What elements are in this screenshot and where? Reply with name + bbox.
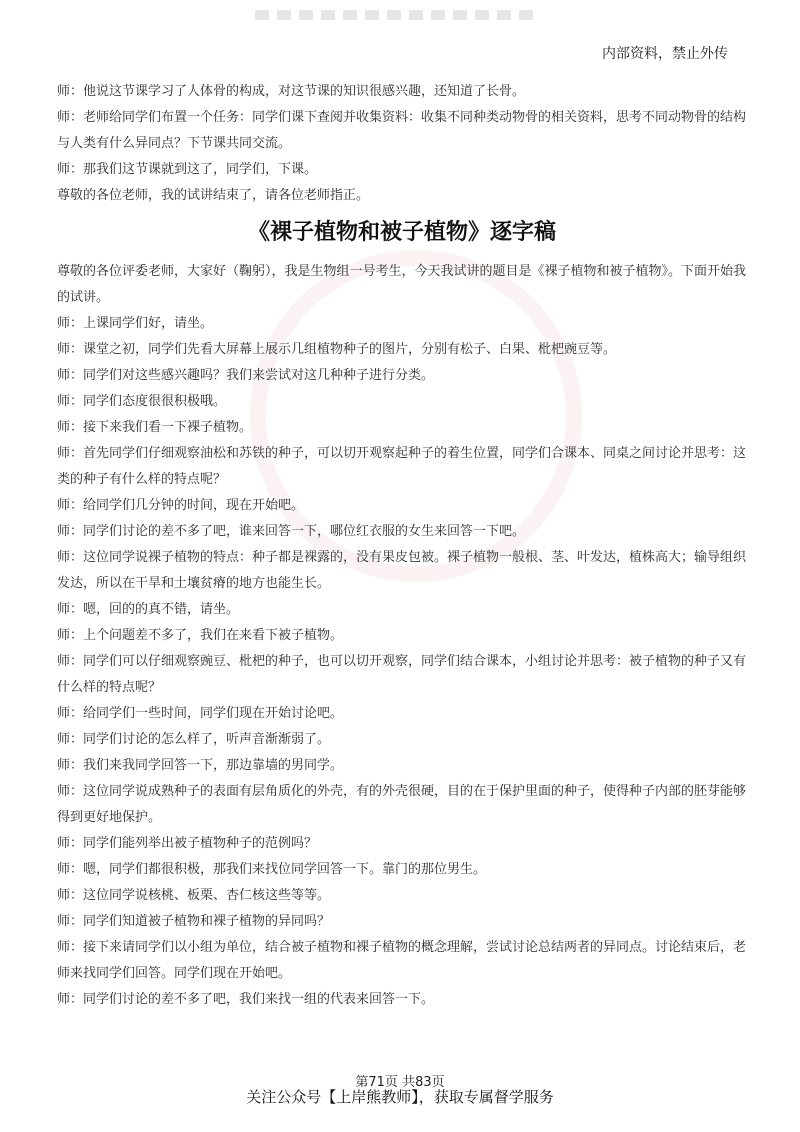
paragraph: 师：我们来我同学回答一下，那边靠墙的男同学。 xyxy=(57,758,344,773)
paragraph: 师：这位同学说成熟种子的表面有层角质化的外壳，有的外壳很硬，目的在于保护里面的种子，使得种子内部的胚芽能够得到更好地保护。 xyxy=(57,784,747,825)
paragraph: 师：同学们讨论的差不多了吧，谁来回答一下，哪位红衣服的女生来回答一下吧。 xyxy=(57,524,526,539)
paragraph: 师：接下来我们看一下裸子植物。 xyxy=(57,420,253,435)
document-body xyxy=(57,79,747,1013)
paragraph: 师：那我们这节课就到这了，同学们，下课。 xyxy=(57,162,318,177)
paragraph: 师：同学们对这些感兴趣吗？我们来尝试对这几种种子进行分类。 xyxy=(57,368,435,383)
paragraph: 尊敬的各位老师，我的试讲结束了，请各位老师指正。 xyxy=(57,188,370,203)
paragraph: 师：同学们知道被子植物和裸子植物的异同吗？ xyxy=(57,914,331,929)
document-title: 《裸子植物和被子植物》逐字稿 xyxy=(247,220,556,245)
paragraph: 师：同学们可以仔细观察豌豆、枇杷的种子，也可以切开观察，同学们结合课本，小组讨论并思考：被子植物的种子又有什么样的特点呢？ xyxy=(57,654,747,695)
paragraph: 尊敬的各位评委老师，大家好（鞠躬），我是生物组一号考生，今天我试讲的题目是《裸子植物和被子植物》。下面开始我的试讲。 xyxy=(57,264,747,305)
paragraph: 师：嗯，同学们都很积极，那我们来找位同学回答一下。靠门的那位男生。 xyxy=(57,862,487,877)
paragraph: 师：老师给同学们布置一个任务：同学们课下查阅并收集资料：收集不同种类动物骨的相关资料，思考不同动物骨的结构与人类有什么异同点？下节课共同交流。 xyxy=(57,110,747,151)
paragraph: 师：首先同学们仔细观察油松和苏铁的种子，可以切开观察起种子的着生位置，同学们合课本、同桌之间讨论并思考：这类的种子有什么样的特点呢？ xyxy=(57,446,747,487)
paragraph: 师：课堂之初，同学们先看大屏幕上展示几组植物种子的图片，分别有松子、白果、枇杷豌豆等。 xyxy=(57,342,617,357)
paragraph: 师：他说这节课学习了人体骨的构成，对这节课的知识很感兴趣，还知道了长骨。 xyxy=(57,84,526,99)
page-number: 第71页 共83页 xyxy=(355,1075,445,1090)
paragraph: 师：上个问题差不多了，我们在来看下被子植物。 xyxy=(57,628,344,643)
promo-footer: 关注公众号【上岸熊教师】，获取专属督学服务 xyxy=(246,1088,554,1106)
paragraph: 师：同学们讨论的差不多了吧，我们来找一组的代表来回答一下。 xyxy=(57,992,435,1007)
faded-header-mark xyxy=(255,10,535,20)
confidential-note: 内部资料，禁止外传 xyxy=(602,46,728,62)
paragraph: 师：上课同学们好，请坐。 xyxy=(57,316,214,331)
paragraph: 师：给同学们一些时间，同学们现在开始讨论吧。 xyxy=(57,706,344,721)
paragraph: 师：给同学们几分钟的时间，现在开始吧。 xyxy=(57,498,305,513)
paragraph: 师：同学们能列举出被子植物种子的范例吗？ xyxy=(57,836,318,851)
paragraph: 师：同学们态度很很积极哦。 xyxy=(57,394,227,409)
paragraph: 师：嗯，回的的真不错，请坐。 xyxy=(57,602,240,617)
paragraph: 师：这位同学说核桃、板栗、杏仁核这些等等。 xyxy=(57,888,331,903)
paragraph: 师：同学们讨论的怎么样了，听声音渐渐弱了。 xyxy=(57,732,331,747)
paragraph: 师：接下来请同学们以小组为单位，结合被子植物和裸子植物的概念理解，尝试讨论总结两者的异同点。讨论结束后，老师来找同学们回答。同学们现在开始吧。 xyxy=(57,940,747,981)
paragraph: 师：这位同学说裸子植物的特点：种子都是裸露的，没有果皮包被。裸子植物一般根、茎、叶发达，植株高大；输导组织发达，所以在干旱和土壤贫瘠的地方也能生长。 xyxy=(57,550,747,591)
